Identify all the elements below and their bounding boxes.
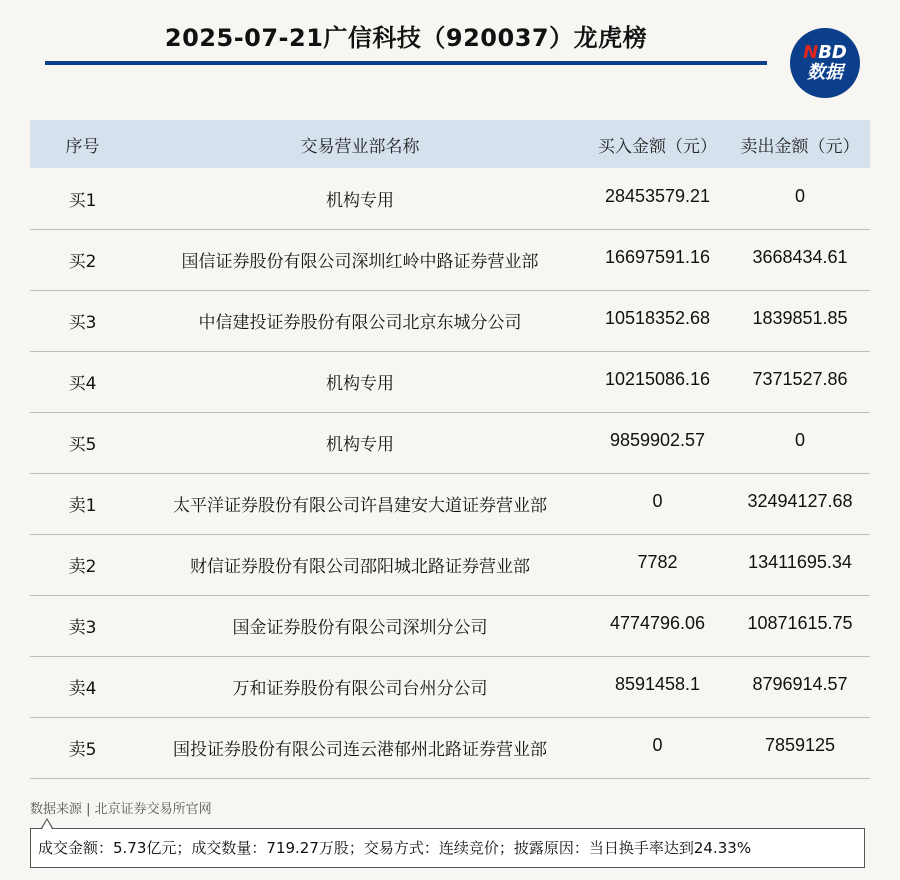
sell-value: 13411695.34 [748,552,852,572]
table-row [30,351,870,412]
trade-summary-box: 成交金额：5.73亿元；成交数量：719.27万股；交易方式：连续竞价；披露原因：当日换手率达到24.33% [30,828,865,868]
table-row [30,656,870,717]
table-header-row [30,120,870,168]
row-sell-amount [730,290,870,351]
row-buy-amount [585,229,730,290]
table-row [30,229,870,290]
row-buy-amount [585,656,730,717]
sell-value: 8796914.57 [752,674,848,694]
callout-pointer-fill [42,820,52,829]
table-row [30,473,870,534]
row-sell-amount [730,595,870,656]
table-row [30,717,870,778]
row-branch-name: 机构专用 [326,374,394,394]
row-sell-amount [730,656,870,717]
row-branch-name: 国信证券股份有限公司深圳红岭中路证券营业部 [181,252,539,272]
row-buy-amount [585,534,730,595]
logo-text-bottom: 数据 [807,62,843,83]
row-branch-name: 太平洋证券股份有限公司许昌建安大道证券营业部 [173,496,547,516]
row-seq: 卖1 [68,496,97,516]
sell-value: 0 [794,185,805,206]
page-title: 2025-07-21广信科技（920037）龙虎榜 [164,24,648,52]
row-seq: 卖2 [68,557,97,577]
row-buy-amount [585,595,730,656]
row-seq: 卖4 [68,679,97,699]
row-seq: 买3 [68,313,97,333]
row-branch-name: 机构专用 [326,435,394,455]
column-header-buy: 买入金额（元） [598,136,717,157]
sell-value: 7859125 [764,735,836,755]
sell-value: 3668434.61 [752,247,848,267]
row-buy-amount [585,473,730,534]
buy-value: 16697591.16 [604,247,711,267]
row-sell-amount [730,534,870,595]
row-branch-name: 国投证券股份有限公司连云港郁州北路证券营业部 [173,740,547,760]
buy-value: 4774796.06 [609,613,706,633]
column-header-name: 交易营业部名称 [300,136,420,157]
row-sell-amount [730,717,870,778]
buy-value: 0 [652,491,663,511]
sell-value: 7371527.86 [752,369,848,389]
column-header-seq: 序号 [65,136,100,157]
table-row [30,168,870,229]
row-buy-amount [585,168,730,229]
sell-value: 1839851.85 [752,308,848,328]
row-seq: 卖3 [68,618,97,638]
row-buy-amount [585,351,730,412]
row-seq: 买5 [68,435,97,455]
sell-value: 0 [794,430,805,450]
table-row [30,534,870,595]
row-seq: 买1 [68,190,97,211]
row-branch-name: 机构专用 [326,190,394,211]
buy-value: 10518352.68 [604,308,711,328]
sell-value: 32494127.68 [747,491,853,511]
dragon-tiger-table [30,120,870,779]
data-source-note: 数据来源 | 北京证券交易所官网 [30,802,212,817]
buy-value: 8591458.1 [614,674,701,694]
row-sell-amount [730,473,870,534]
buy-value: 0 [652,735,663,755]
nbd-logo [790,28,860,98]
row-seq: 买4 [68,374,97,394]
row-buy-amount [585,717,730,778]
row-seq: 买2 [68,252,97,272]
row-branch-name: 财信证券股份有限公司邵阳城北路证券营业部 [190,557,530,577]
logo-accent-letter: N [803,42,819,63]
row-sell-amount [730,412,870,473]
row-seq: 卖5 [68,740,97,760]
buy-value: 7782 [637,552,678,572]
row-branch-name: 中信建投证券股份有限公司北京东城分公司 [198,313,522,333]
logo-text-top [803,44,847,62]
row-branch-name: 万和证券股份有限公司台州分公司 [232,679,488,699]
row-buy-amount [585,290,730,351]
table-row [30,595,870,656]
buy-value: 9859902.57 [609,430,706,450]
row-sell-amount [730,168,870,229]
row-sell-amount [730,229,870,290]
buy-value: 10215086.16 [604,369,711,389]
row-buy-amount [585,412,730,473]
title-underline [45,61,767,65]
row-sell-amount [730,351,870,412]
column-header-sell: 卖出金额（元） [740,136,860,157]
logo-top-rest: BD [818,42,847,63]
buy-value: 28453579.21 [604,185,711,206]
sell-value: 10871615.75 [747,613,853,633]
row-branch-name: 国金证券股份有限公司深圳分公司 [232,618,488,638]
table-row [30,412,870,473]
table-row [30,290,870,351]
